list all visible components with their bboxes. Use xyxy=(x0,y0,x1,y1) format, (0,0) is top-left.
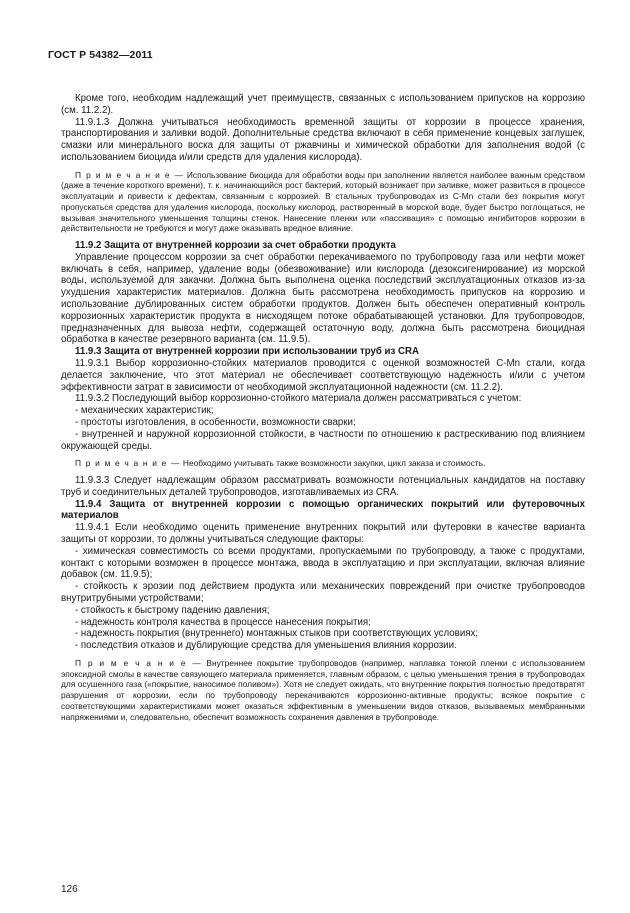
note-internal-coating xyxy=(61,658,585,722)
section-heading-11-9-4: 11.9.4 Защита от внутренней коррозии с помощью органических покрытий или футеровочных материалов xyxy=(61,498,585,522)
standard-header: ГОСТ Р 54382—2011 xyxy=(48,49,153,61)
list-item: - стойкость к быстрому падению давления; xyxy=(75,604,270,616)
document-body xyxy=(61,93,585,722)
list-item: - надежность покрытия (внутреннего) монтажных стыков при соответствующих условиях; xyxy=(75,628,479,640)
note-text: Необходимо учитывать также возможности закупки, цикл заказа и стоимость. xyxy=(180,458,486,469)
list-item: - химическая совместимость со всеми продуктами, пропускаемыми по трубопроводу, а также с продуктами, контакт с которыми возможен в процессе монтажа, ввода в эксплуатацию и при эксплуатации, включая влияние добавок (см. 11.9.5); xyxy=(61,545,585,581)
list-item: - механических характеристик; xyxy=(75,405,214,417)
list-item: - стойкость к эрозии под действием продукта или механических повреждений при очистке трубопроводов внутритрубными устройствами; xyxy=(61,581,585,605)
note-biocide xyxy=(61,170,585,234)
paragraph-product-treatment: Управление процессом коррозии за счет обработки перекачиваемого по трубопроводу газа или нефти может включать в себя, например, удаление воды (обезвоживание) или кислорода (дезоксигенирование) из морской воды, используемой для закачки. Должна быть выполнена оценка последствий эксплуатационных отказов из-за ухудшения характеристик материалов. Должна быть рассмотрена необходимость припусков на коррозию и использование дублированных систем обработки продуктов. Должен быть обеспечен оперативный контроль коррозионных характеристик продукта в нисходящем потоке обрабатывающей установки. Для трубопроводов, предназначенных для вывоза нефти, содержащей остаточную воду, должна быть рассмотрена биоцидная обработка в качестве резервного варианта (см. 11.9.5). xyxy=(61,251,585,346)
list-item: - внутренней и наружной коррозионной стойкости, в частности по отношению к растрескиванию под влиянием окружающей среды. xyxy=(61,428,585,452)
note-label: П р и м е ч а н и е — xyxy=(75,169,185,180)
page-number: 126 xyxy=(61,884,78,895)
list-item: - надежность контроля качества в процессе нанесения покрытия; xyxy=(75,616,371,628)
section-heading-11-9-2: 11.9.2 Защита от внутренней коррозии за счет обработки продукта xyxy=(75,240,396,251)
paragraph-11-9-3-3: 11.9.3.3 Следует надлежащим образом рассматривать возможности потенциальных кандидатов на поставку труб и соединительных деталей трубопроводов, изготавливаемых из CRA. xyxy=(61,475,585,498)
note-label: П р и м е ч а н и е — xyxy=(75,658,202,668)
list-item: - последствия отказов и дублирующие средства для уменьшения влияния коррозии. xyxy=(75,640,457,652)
note-text: Внутреннее покрытие трубопроводов (например, наплавка тонкой пленки с использованием эпоксидной смолы в качестве связующего материала применяется, главным образом, с целью уменьшения трения в трубопроводах для осушенного газа («покрытие, наносимое поливом»). Хотя не следует ожидать, что внутренние покрытия полностью предотвратят разрушения от коррозии, если по трубопроводу перекачиваются коррозионно-активные продукты; всякое покрытие с соответствующими характеристиками может оказаться эффективным в уменьшении видов отказов, вызываемых мембранными напряжениями и, следовательно, обеспечит возможность сохранения давления в трубопроводе. xyxy=(61,658,585,722)
paragraph: Кроме того, необходим надлежащий учет преимуществ, связанных с использованием припусков на коррозию (см. 11.2.2). xyxy=(61,93,585,116)
paragraph-11-9-3-2: 11.9.3.2 Последующий выбор коррозионно-стойкого материала должен рассматриваться с учетом: xyxy=(75,393,522,405)
note-procurement xyxy=(61,458,585,469)
note-text: Использование биоцида для обработки воды при заполнении является наиболее важным средством (даже в течение короткого времени), т. к. начинающийся рост бактерий, который возникает при заливке, может развиться в процессе эксплуатации и привести к дефектам, связанным с коррозией. В стальных трубопроводах из C-Mn стали без покрытия могут пропускаться средства для удаления кислорода, поскольку кислород, растворенный в морской воде, будет быстро поглощаться, не вызывая значительного уменьшения толщины стенок. Нанесение пленки или «пассивация» с помощью ингибиторов коррозии в действительности не требуются и могут даже оказывать вредное влияние. xyxy=(61,169,585,234)
paragraph-11-9-4-1: 11.9.4.1 Если необходимо оценить применение внутренних покрытий или футеровки в качестве варианта защиты от коррозии, то должны учитываться следующие факторы: xyxy=(61,522,585,546)
note-label: П р и м е ч а н и е — xyxy=(75,458,181,469)
paragraph-11-9-1-3: 11.9.1.3 Должна учитываться необходимость временной защиты от коррозии в процессе хранения, транспортирования и заливки водой. Дополнительные средства включают в себя применение концевых заглушек, смазки или минерального воска для защиты от ржавчины и химической обработки для заполнения водой (с использованием биоцида и/или средств для удаления кислорода). xyxy=(61,116,585,163)
paragraph-11-9-3-1: 11.9.3.1 Выбор коррозионно-стойких материалов проводится с оценкой возможностей C-Mn стали, когда делается заключение, что этот материал не обеспечивает соответствующую надежность и/или с учетом эффективности затрат в зависимости от необходимой эксплуатационной надежности (см. 11.2.2). xyxy=(61,357,585,393)
list-item: - простоты изготовления, в особенности, возможности сварки; xyxy=(75,416,356,428)
section-heading-11-9-3: 11.9.3 Защита от внутренней коррозии при использовании труб из CRA xyxy=(75,346,419,358)
